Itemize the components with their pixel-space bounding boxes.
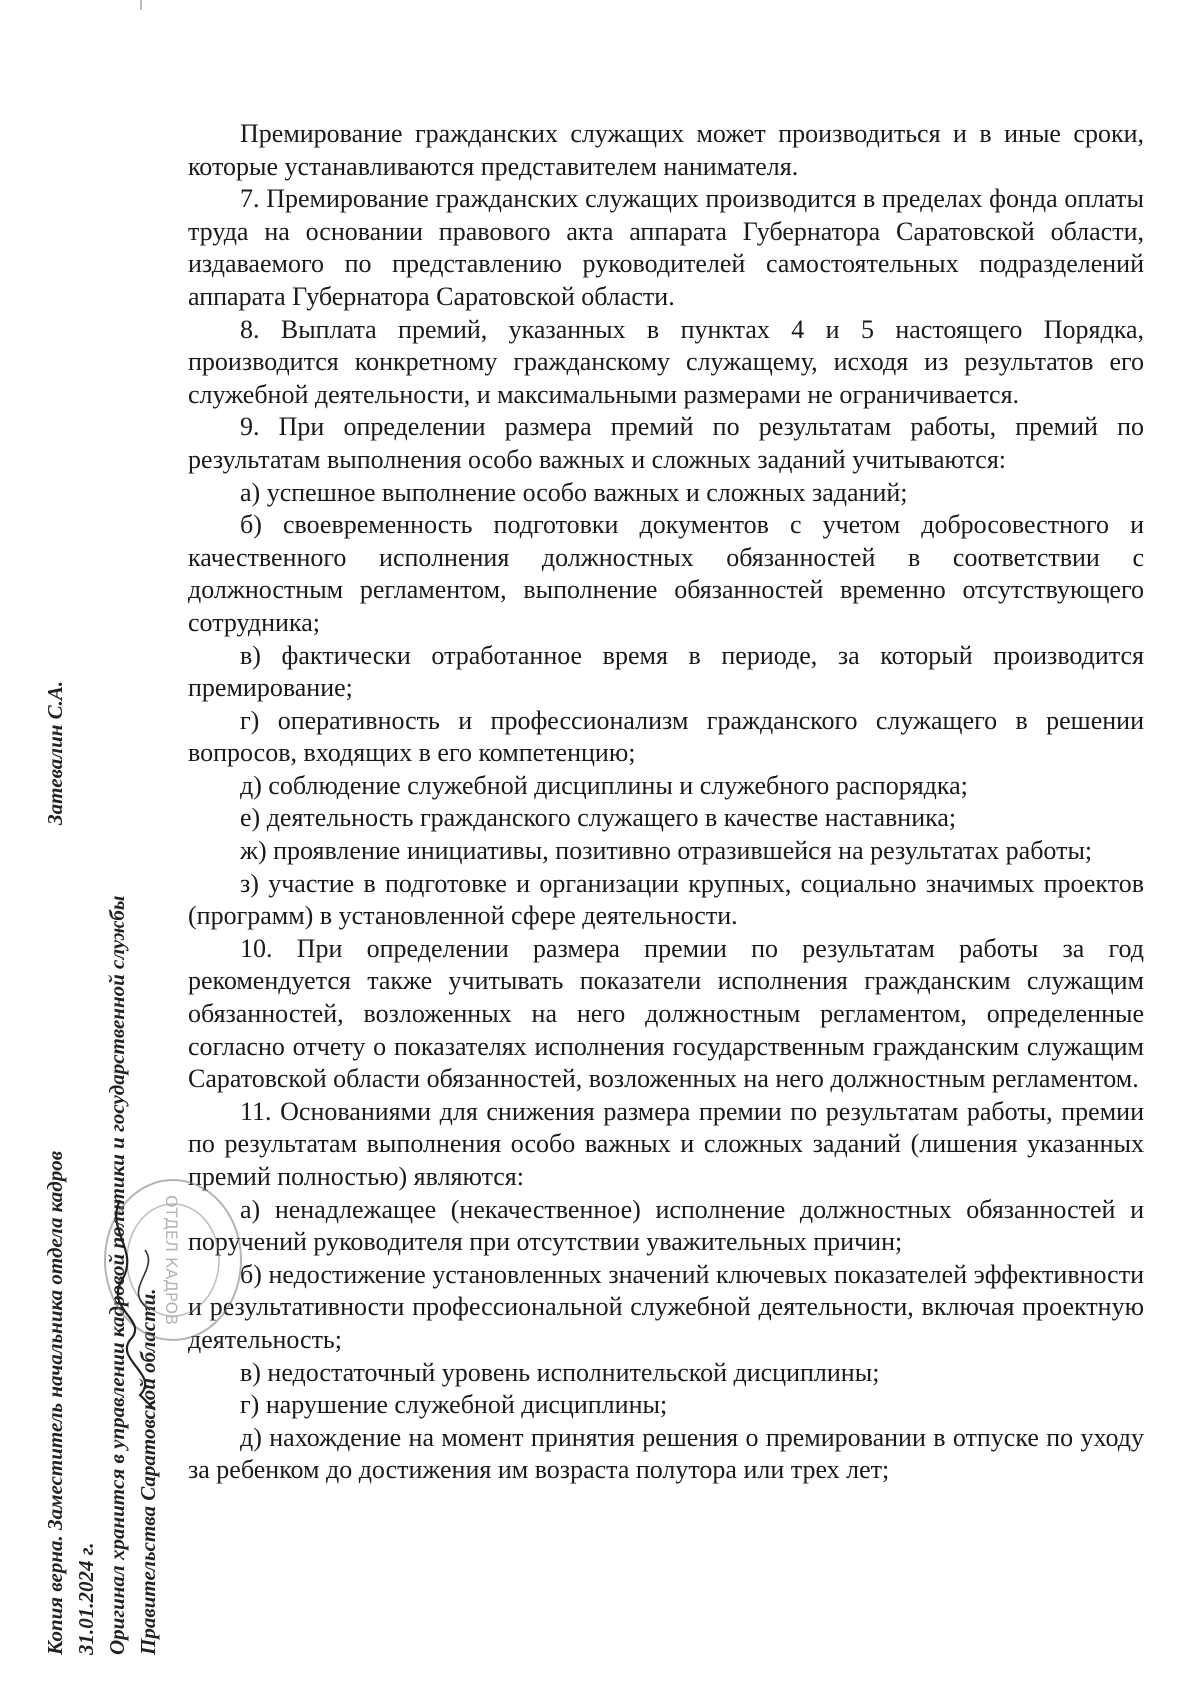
list-item-11d: д) нахождение на момент принятия решения о премировании в отпуске по уходу за ребенком до достижения им возраста полутора или трех лет; (188, 1422, 1144, 1485)
list-item-9a: а) успешное выполнение особо важных и сложных заданий; (240, 477, 908, 507)
list-item-9d: д) соблюдение служебной дисциплины и служебного распорядка; (240, 770, 968, 800)
certification-text: Копия верна. Заместитель начальника отдела кадров (43, 1150, 67, 1655)
certification-line-4: Правительства Саратовской области. (136, 1288, 160, 1655)
signatory-name: Затевалин С.А. (43, 680, 67, 825)
certification-line-3: Оригинал хранится в управлении кадровой политики и государственной службы (105, 895, 129, 1655)
list-item-11b: б) недостижение установленных значений ключевых показателей эффективности и результативности профессиональной служебной деятельности, включая проектную деятельность; (188, 1259, 1144, 1354)
paragraph-intro: Премирование гражданских служащих может производиться и в иные сроки, которые устанавливаются представителем нанимателя. (188, 119, 1144, 181)
svg-text:ОТДЕЛ КАДРОВ: ОТДЕЛ КАДРОВ (162, 1194, 181, 1326)
certification-line-1 (40, 655, 71, 1655)
certification-note (40, 655, 164, 1655)
paragraph-9: 9. При определении размера премий по результатам работы, премий по результатам выполнения особо важных и сложных заданий учитываются: (188, 412, 1144, 474)
scan-mark (140, 0, 142, 10)
list-item-9g: г) оперативность и профессионализм гражданского служащего в решении вопросов, входящих в его компетенцию; (188, 705, 1144, 768)
list-item-9e: е) деятельность гражданского служащего в качестве наставника; (240, 803, 957, 833)
paragraph-10: 10. При определении размера премии по результатам работы за год рекомендуется также учитывать показатели исполнения гражданским служащим обязанностей, возложенных на него должностным регламентом, определенные согласно отчету о показателях исполнения государственным гражданским служащим Саратовской области обязанностей, возложенных на него должностным регламентом. (188, 933, 1144, 1094)
list-item-9v: в) фактически отработанное время в периоде, за который производится премирование; (188, 640, 1144, 703)
paragraph-8: 8. Выплата премий, указанных в пунктах 4 и 5 настоящего Порядка, производится конкретному гражданскому служащему, исходя из результатов его служебной деятельности, и максимальными размерами не ограничивается. (188, 314, 1144, 409)
list-item-11v: в) недостаточный уровень исполнительской дисциплины; (240, 1357, 880, 1387)
paragraph-7: 7. Премирование гражданских служащих производится в пределах фонда оплаты труда на основании правового акта аппарата Губернатора Саратовской области, издаваемого по представлению руководителей самостоятельных подразделений аппарата Губернатора Саратовской области. (188, 184, 1144, 311)
list-item-9b: б) своевременность подготовки документов с учетом добросовестного и качественного исполнения должностных обязанностей в соответствии с должностным регламентом, выполнение обязанностей временно отсутствующего сотрудника; (188, 510, 1144, 637)
list-item-11a: а) ненадлежащее (некачественное) исполнение должностных обязанностей и поручений руководителя при отсутствии уважительных причин; (188, 1194, 1144, 1257)
signature-icon (100, 1190, 180, 1420)
paragraph-11: 11. Основаниями для снижения размера премии по результатам работы, премии по результатам выполнения особо важных и сложных заданий (лишения указанных премий полностью) являются: (188, 1096, 1144, 1191)
certification-date: 31.01.2024 г. (74, 1542, 98, 1655)
list-item-11g: г) нарушение служебной дисциплины; (240, 1390, 668, 1420)
list-item-9zh: ж) проявление инициативы, позитивно отразившейся на результатах работы; (240, 836, 1093, 866)
document-body (188, 118, 1144, 1487)
list-item-9z: з) участие в подготовке и организации крупных, социально значимых проектов (программ) в установленной сфере деятельности. (188, 868, 1144, 931)
